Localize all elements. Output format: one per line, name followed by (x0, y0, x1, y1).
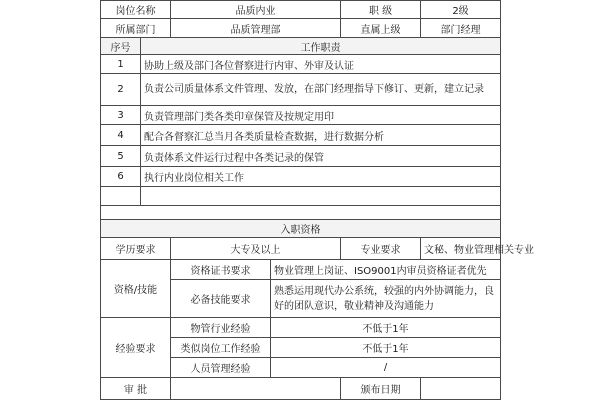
education-value: 大专及以上 (171, 238, 341, 260)
experience-value: 不低于1年 (271, 318, 501, 338)
duty-number: 2 (101, 74, 141, 106)
major-value: 文秘、物业管理相关专业 (421, 238, 501, 260)
certificate-row (101, 260, 501, 280)
experience-row (101, 318, 501, 338)
duty-text: 配合各督察汇总当月各类质量检查数据，进行数据分析 (141, 125, 501, 146)
duty-text: 执行内业岗位相关工作 (141, 167, 501, 187)
qualifications-title: 入职资格 (101, 220, 501, 238)
duty-text: 负责管理部门类各类印章保管及按规定用印 (141, 106, 501, 125)
supervisor-label: 直属上级 (341, 19, 421, 38)
experience-name: 物管行业经验 (171, 318, 271, 338)
spacer-cell (101, 206, 501, 220)
duty-text: 负责公司质量体系文件管理、发放，在部门经理指导下修订、更新，建立记录 (141, 74, 501, 106)
header-row-1 (101, 1, 501, 19)
duty-row (101, 167, 501, 187)
header-row-2 (101, 19, 501, 38)
qualifications-header-row (101, 220, 501, 238)
certificate-label: 资格证书要求 (171, 260, 271, 280)
spacer-row (101, 206, 501, 220)
certificate-value: 物业管理上岗证、ISO9001内审员资格证者优先 (271, 260, 501, 280)
education-row (101, 238, 501, 260)
job-description-table (100, 0, 534, 400)
duties-title: 工作职责 (141, 38, 501, 55)
major-label: 专业要求 (341, 238, 421, 260)
department-label: 所属部门 (101, 19, 171, 38)
experience-value: 不低于1年 (271, 338, 501, 358)
duty-text-empty (141, 187, 501, 206)
duty-number: 3 (101, 106, 141, 125)
duty-number: 4 (101, 125, 141, 146)
skills-label: 资格/技能 (101, 260, 171, 318)
education-label: 学历要求 (101, 238, 171, 260)
skill-label: 必备技能要求 (171, 280, 271, 318)
duty-row-empty (101, 187, 501, 206)
approval-value (171, 378, 341, 400)
issue-date-value (421, 378, 501, 400)
duty-row (101, 106, 501, 125)
issue-date-label: 颁布日期 (341, 378, 421, 400)
experience-name: 类似岗位工作经验 (171, 338, 271, 358)
duties-header-row (101, 38, 501, 55)
seq-label: 序号 (101, 38, 141, 55)
duty-number-empty (101, 187, 141, 206)
position-name-value: 品质内业 (171, 1, 341, 19)
duty-number: 5 (101, 146, 141, 167)
job-level-value: 2级 (421, 1, 501, 19)
approval-row (101, 378, 501, 400)
duty-text: 负责体系文件运行过程中各类记录的保管 (141, 146, 501, 167)
duty-row (101, 125, 501, 146)
job-level-label: 职 级 (341, 1, 421, 19)
experience-value: / (271, 358, 501, 378)
duty-text: 协助上级及部门各位督察进行内审、外审及认证 (141, 55, 501, 74)
skill-value: 熟悉运用现代办公系统，较强的内外协调能力，良好的团队意识，敬业精神及沟通能力 (271, 280, 501, 318)
position-name-label: 岗位名称 (101, 1, 171, 19)
duty-row (101, 74, 501, 106)
experience-label: 经验要求 (101, 318, 171, 378)
duty-row (101, 146, 501, 167)
approval-label: 审 批 (101, 378, 171, 400)
experience-name: 人员管理经验 (171, 358, 271, 378)
duty-row (101, 55, 501, 74)
duty-number: 1 (101, 55, 141, 74)
department-value: 品质管理部 (171, 19, 341, 38)
duty-number: 6 (101, 167, 141, 187)
supervisor-value: 部门经理 (421, 19, 501, 38)
